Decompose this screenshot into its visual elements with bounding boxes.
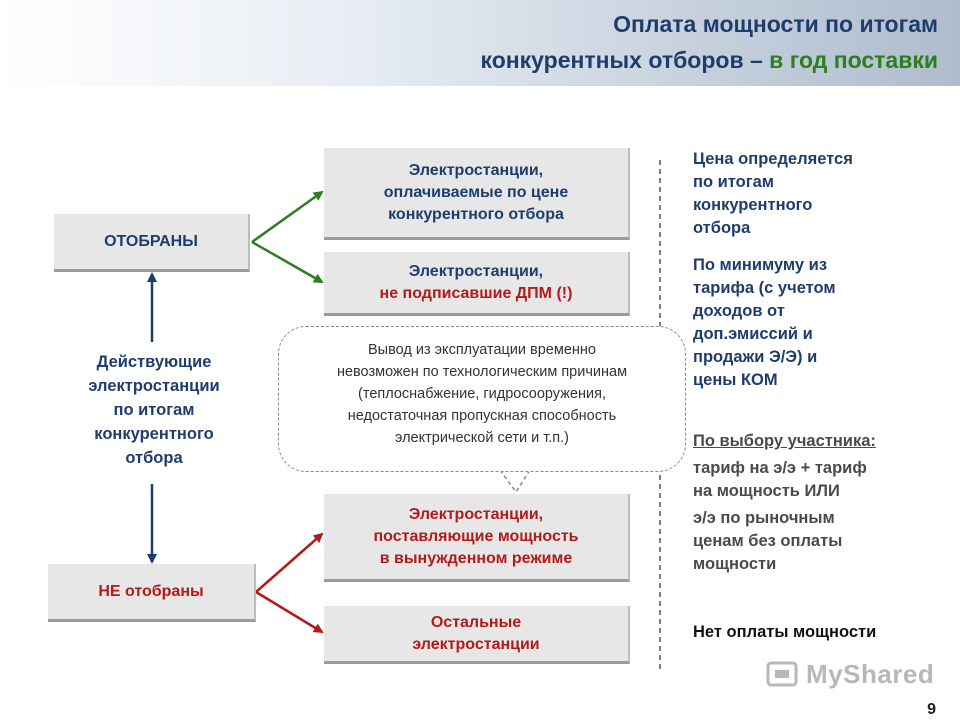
- right-line: Цена определяется: [693, 150, 853, 168]
- box-other-plants: [324, 606, 630, 664]
- callout-line: электрической сети и т.п.): [395, 430, 569, 446]
- callout-line: Вывод из эксплуатации временно: [368, 342, 596, 358]
- right-line: мощности: [693, 555, 777, 573]
- arrow-to-box2: [252, 242, 322, 282]
- right-line: ценам без оплаты: [693, 532, 843, 550]
- page-number: 9: [927, 701, 936, 718]
- right-line: доп.эмиссий и: [693, 325, 813, 343]
- middle-label-line: отбора: [125, 449, 183, 467]
- box3-line: в вынужденном режиме: [379, 549, 573, 567]
- callout-line: недостаточная пропускная способность: [347, 408, 617, 424]
- arrow-to-box3: [256, 534, 322, 592]
- right-line: тариф на э/э + тариф: [693, 459, 867, 477]
- watermark-logo: [766, 654, 934, 694]
- right-line: цены КОМ: [693, 371, 778, 389]
- box2-line-1: Электростанции,: [408, 262, 544, 280]
- right-participant-choice: [693, 430, 876, 576]
- box2-line-2: не подписавшие ДПМ (!): [379, 284, 573, 302]
- right-line: доходов от: [693, 302, 785, 320]
- right-price-competitive: [693, 148, 853, 240]
- middle-label-line: Действующие: [96, 353, 212, 371]
- right-line: э/э по рыночным: [693, 509, 835, 527]
- title-line-2-accent: в год поставки: [769, 47, 938, 73]
- logo-text: MyShared: [806, 658, 935, 689]
- box1-line: конкурентного отбора: [388, 205, 564, 223]
- callout-line: невозможен по технологическим причинам: [336, 364, 628, 380]
- callout-line: (теплоснабжение, гидросооружения,: [358, 386, 606, 402]
- right-choice-heading: По выбору участника:: [693, 432, 876, 450]
- logo-icon: [766, 659, 800, 689]
- right-line: отбора: [693, 219, 751, 237]
- box1-line: оплачиваемые по цене: [383, 183, 569, 201]
- right-price-minimum: [693, 254, 836, 392]
- middle-label: [56, 350, 252, 470]
- middle-label-line: по итогам: [113, 401, 195, 419]
- box3-line: Электростанции,: [408, 505, 544, 523]
- right-line: по итогам: [693, 173, 774, 191]
- callout-tail: [500, 470, 530, 492]
- title-line-1: Оплата мощности по итогам: [613, 11, 938, 37]
- box4-line: Остальные: [430, 613, 522, 631]
- right-line: продажи Э/Э) и: [693, 348, 818, 366]
- selected-box: [54, 214, 250, 272]
- box4-line: электростанции: [412, 635, 540, 653]
- right-line: конкурентного: [693, 196, 813, 214]
- box-no-dpm: [324, 252, 630, 316]
- box-competitive-price: [324, 148, 630, 240]
- arrow-to-box4: [256, 592, 322, 632]
- box1-line: Электростанции,: [408, 161, 544, 179]
- right-line: По минимуму из: [693, 256, 828, 274]
- not-selected-label: НЕ отобраны: [98, 582, 204, 600]
- right-no-payment: [693, 621, 876, 644]
- box3-line: поставляющие мощность: [373, 527, 579, 545]
- selected-label: ОТОБРАНЫ: [104, 232, 198, 250]
- box-forced-mode: [324, 494, 630, 582]
- title-line-2-main: конкурентных отборов –: [480, 47, 770, 73]
- right-line: тарифа (с учетом: [693, 279, 836, 297]
- callout-note: [278, 326, 686, 472]
- right-line: Нет оплаты мощности: [693, 623, 877, 641]
- right-line: на мощность ИЛИ: [693, 482, 840, 500]
- middle-label-line: конкурентного: [94, 425, 214, 443]
- arrow-to-box1: [252, 192, 322, 242]
- not-selected-box: [48, 564, 256, 622]
- middle-label-line: электростанции: [88, 377, 220, 395]
